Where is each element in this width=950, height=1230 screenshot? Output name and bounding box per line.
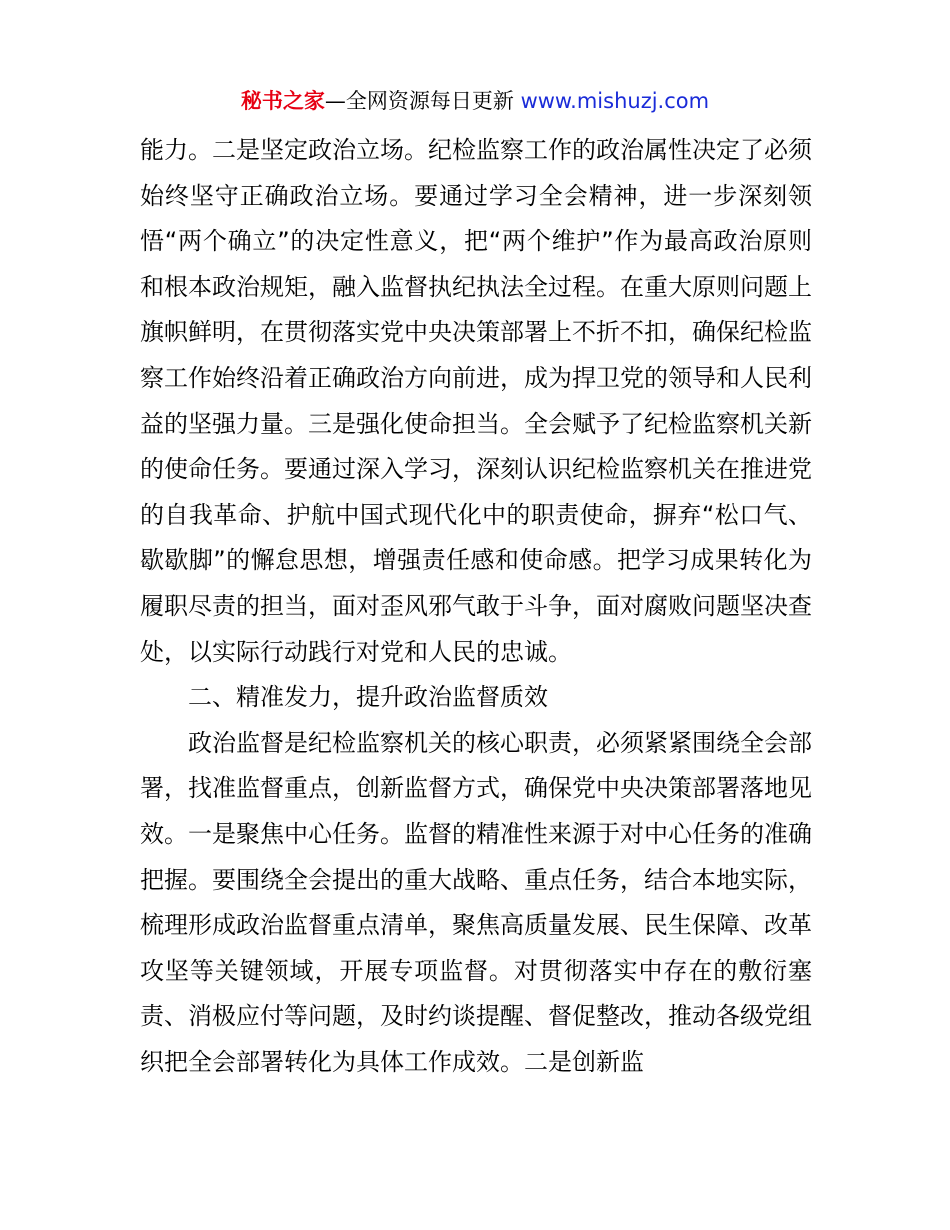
site-brand: 秘书之家 bbox=[240, 89, 325, 113]
document-body bbox=[140, 128, 812, 1085]
site-tagline: —全网资源每日更新 bbox=[324, 89, 521, 113]
section-heading: 二、精准发力，提升政治监督质效 bbox=[188, 683, 548, 712]
site-url-link[interactable]: www.mishuzj.com bbox=[520, 89, 710, 113]
site-header bbox=[0, 86, 950, 116]
paragraph: 政治监督是纪检监察机关的核心职责，必须紧紧围绕全会部署，找准监督重点，创新监督方式，确保党中央决策部署落地见效。一是聚焦中心任务。监督的精准性来源于对中心任务的准确把握。要围绕全会提出的重大战略、重点任务，结合本地实际，梳理形成政治监督重点清单，聚焦高质量发展、民生保障、改革攻坚等关键领域，开展专项监督。对贯彻落实中存在的敷衍塞责、消极应付等问题，及时约谈提醒、督促整改，推动各级党组织把全会部署转化为具体工作成效。二是创新监 bbox=[140, 728, 812, 1076]
paragraph-continued: 能力。二是坚定政治立场。纪检监察工作的政治属性决定了必须始终坚守正确政治立场。要通过学习全会精神，进一步深刻领悟“两个确立”的决定性意义，把“两个维护”作为最高政治原则和根本政治规矩，融入监督执纪执法全过程。在重大原则问题上旗帜鲜明，在贯彻落实党中央决策部署上不折不扣，确保纪检监察工作始终沿着正确政治方向前进，成为捍卫党的领导和人民利益的坚强力量。三是强化使命担当。全会赋予了纪检监察机关新的使命任务。要通过深入学习，深刻认识纪检监察机关在推进党的自我革命、护航中国式现代化中的职责使命，摒弃“松口气、歇歇脚”的懈怠思想，增强责任感和使命感。把学习成果转化为履职尽责的担当，面对歪风邪气敢于斗争，面对腐败问题坚决查处，以实际行动践行对党和人民的忠诚。 bbox=[140, 136, 812, 666]
